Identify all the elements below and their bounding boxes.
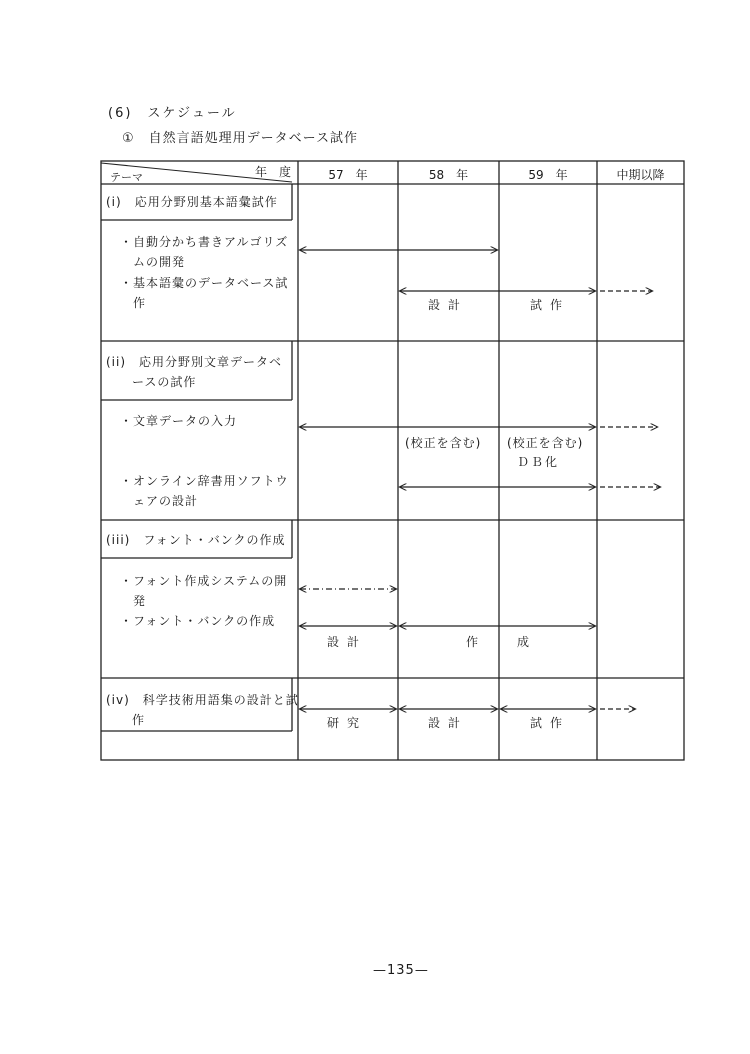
header-mid-term: 中期以降	[616, 168, 665, 182]
theme-4-label-line-2: 作	[106, 713, 146, 727]
theme-1-item-2-line-1: ・基本語彙のデータベース試	[120, 276, 289, 290]
theme-2-label-line-2: ースの試作	[106, 375, 197, 389]
theme-1-item-1-line-1: ・自動分かち書きアルゴリズ	[120, 235, 289, 249]
theme-1-label: (i) 応用分野別基本語彙試作	[106, 195, 278, 209]
theme-2-label-line-1: (ii) 応用分野別文章データベ	[106, 355, 283, 369]
header-year-59: 59 年	[528, 168, 568, 182]
header-year-58: 58 年	[428, 168, 469, 182]
subsection-heading: ① 自然言語処理用データベース試作	[122, 131, 359, 146]
theme-2-item-1: ・文章データの入力	[120, 414, 238, 428]
phase-research: 研究	[327, 716, 368, 730]
theme-4-label-line-1: (iv) 科学技術用語集の設計と試	[106, 693, 299, 707]
phase-design: 設計	[428, 298, 469, 312]
theme-2-item-2-line-2: ェアの設計	[120, 494, 199, 508]
note-proofreading-58: (校正を含む)	[405, 436, 482, 450]
note-proofreading-59: (校正を含む)	[507, 436, 584, 450]
section-heading: (6) スケジュール	[108, 106, 237, 121]
phase-font-make-left: 作	[466, 635, 487, 649]
theme-1-item-1-line-2: ムの開発	[120, 255, 186, 269]
phase-term-design: 設計	[428, 716, 469, 730]
theme-3-item-1-line-2: 発	[120, 594, 147, 608]
phase-prototype: 試作	[530, 298, 571, 312]
theme-3-item-2: ・フォント・バンクの作成	[120, 614, 276, 628]
phase-font-make-right: 成	[517, 635, 538, 649]
theme-3-label: (iii) フォント・バンクの作成	[106, 533, 286, 547]
header-year-57: 57 年	[328, 168, 368, 182]
phase-font-design: 設計	[327, 635, 368, 649]
page-number: —135—	[373, 963, 429, 978]
theme-3-item-1-line-1: ・フォント作成システムの開	[120, 574, 288, 588]
header-theme-label: テーマ	[110, 171, 143, 184]
header-year-label: 年 度	[255, 165, 292, 179]
phase-term-prototype: 試作	[530, 716, 571, 730]
theme-2-item-2-line-1: ・オンライン辞書用ソフトウ	[120, 474, 289, 488]
note-db-conversion: ＤＢ化	[517, 455, 560, 469]
theme-1-item-2-line-2: 作	[120, 296, 147, 310]
